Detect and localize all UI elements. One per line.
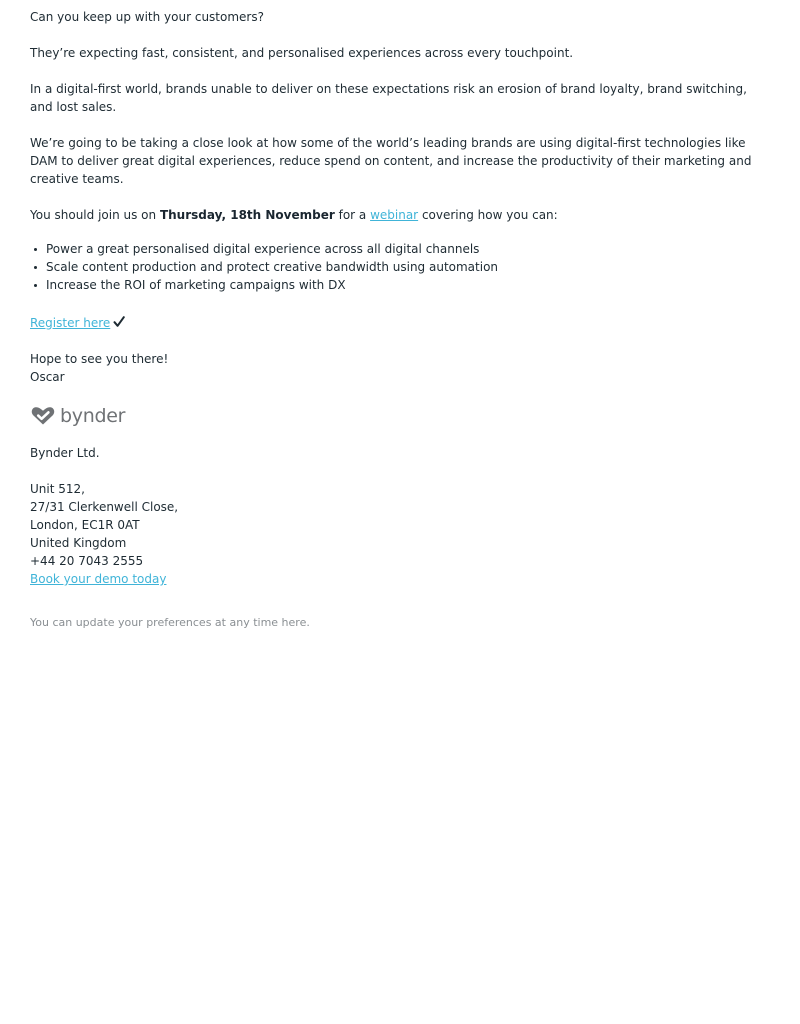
register-link[interactable]: Register here: [30, 316, 111, 330]
book-demo-link[interactable]: Book your demo today: [30, 572, 167, 586]
intro-question: Can you keep up with your customers?: [30, 10, 264, 24]
invite-mid: for a: [334, 208, 371, 222]
address-line: London, EC1R 0AT: [30, 518, 140, 532]
benefits-list: [30, 240, 770, 294]
list-item: Power a great personalised digital experience across all digital channels: [46, 240, 770, 258]
check-mark-icon: [113, 316, 125, 328]
preferences-note[interactable]: You can update your preferences at any time here.: [30, 616, 310, 629]
list-item: Scale content production and protect creative bandwidth using automation: [46, 258, 770, 276]
invite-lead: You should join us on: [30, 208, 160, 222]
intro-expectation: They’re expecting fast, consistent, and personalised experiences across every touchpoint.: [30, 46, 574, 60]
signoff: [30, 350, 770, 386]
signoff-name: Oscar: [30, 370, 65, 384]
intro-close-look: We’re going to be taking a close look at how some of the world’s leading brands are using digital-first technologies like DAM to deliver great digital experiences, reduce spend on content, and increase the productivity of their marketing and creative teams.: [30, 136, 752, 186]
intro-risk: In a digital-first world, brands unable to deliver on these expectations risk an erosion of brand loyalty, brand switching, and lost sales.: [30, 82, 747, 114]
webinar-link[interactable]: webinar: [370, 208, 419, 222]
invite-tail: covering how you can:: [418, 208, 558, 222]
company-name: Bynder Ltd.: [30, 446, 100, 460]
address-line: 27/31 Clerkenwell Close,: [30, 500, 179, 514]
register-line: [30, 314, 770, 332]
company-phone: +44 20 7043 2555: [30, 554, 144, 568]
list-item: Increase the ROI of marketing campaigns with DX: [46, 276, 770, 294]
bynder-logo: [30, 404, 770, 428]
bynder-logo-icon: [30, 406, 56, 426]
company-address: [30, 480, 770, 588]
webinar-date: Thursday, 18th November: [159, 208, 335, 222]
signoff-line: Hope to see you there!: [30, 352, 169, 366]
email-body: [30, 8, 770, 650]
address-line: Unit 512,: [30, 482, 85, 496]
invite-paragraph: [30, 206, 770, 224]
brand-wordmark: bynder: [60, 405, 126, 427]
address-line: United Kingdom: [30, 536, 127, 550]
